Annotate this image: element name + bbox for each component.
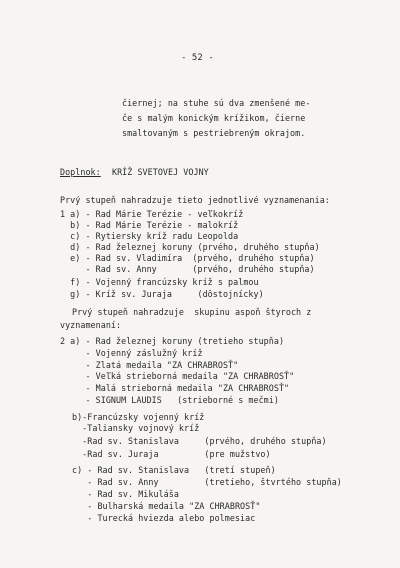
- paragraph: Prvý stupeň nahradzuje tieto jednotlivé vyznamenania:: [60, 195, 330, 205]
- list-item: -Rad sv. Stanislava (prvého, druhého stupňa): [72, 436, 327, 446]
- list-item: - Veľká strieborná medaila "ZA CHRABROSŤ": [60, 371, 295, 381]
- list-item: b) - Rad Márie Terézie - malokríž: [60, 220, 239, 230]
- intro-line: smaltovaným s pestriebreným okrajom.: [122, 128, 306, 138]
- list-item: g) - Kríž sv. Juraja (dôstojnícky): [60, 289, 264, 299]
- intro-line: čiernej; na stuhe sú dva zmenšené me-: [122, 98, 311, 108]
- section-label: Doplnok:: [60, 167, 101, 177]
- list-item: - SIGNUM LAUDIS (strieborné s mečmi): [60, 395, 279, 405]
- list-item: - Rad sv. Mikuláša: [72, 489, 179, 499]
- paragraph: Prvý stupeň nahradzuje skupinu aspoň štyroch z: [72, 307, 312, 317]
- list-item: c) - Rad sv. Stanislava (tretí stupeň): [72, 465, 276, 475]
- list-item: 2 a) - Rad železnej koruny (tretieho stupňa): [60, 336, 285, 346]
- list-item: - Bulharská medaila "ZA CHRABROSŤ": [72, 501, 261, 511]
- section-title: KRÍŽ SVETOVEJ VOJNY: [112, 167, 209, 177]
- list-item: d) - Rad železnej koruny (prvého, druhého stupňa): [60, 242, 320, 252]
- list-item: e) - Rad sv. Vladimíra (prvého, druhého stupňa): [60, 253, 315, 263]
- list-item: 1 a) - Rad Márie Terézie - veľkokríž: [60, 209, 244, 219]
- paragraph: vyznamenaní:: [60, 320, 122, 330]
- list-item: - Rad sv. Anny (prvého, druhého stupňa): [60, 264, 315, 274]
- list-item: c) - Rytiersky kríž radu Leopolda: [60, 231, 239, 241]
- list-item: - Rad sv. Anny (tretieho, štvrtého stupňa): [72, 477, 342, 487]
- list-item: - Vojenný záslužný kríž: [60, 348, 203, 358]
- list-item: - Zlatá medaila "ZA CHRABROSŤ": [60, 360, 239, 370]
- page-number: - 52 -: [181, 53, 214, 63]
- list-item: - Turecká hviezda alebo polmesiac: [72, 513, 256, 523]
- list-item: - Malá strieborná medaila "ZA CHRABROSŤ": [60, 383, 290, 393]
- list-item: f) - Vojenný francúzsky kríž s palmou: [60, 277, 259, 287]
- intro-line: če s malým konickým krížikom, čierne: [122, 113, 306, 123]
- list-item: -Taliansky vojnový kríž: [72, 423, 200, 433]
- list-item: -Rad sv. Juraja (pre mužstvo): [72, 449, 271, 459]
- list-item: b)-Francúzsky vojenný kríž: [72, 412, 205, 422]
